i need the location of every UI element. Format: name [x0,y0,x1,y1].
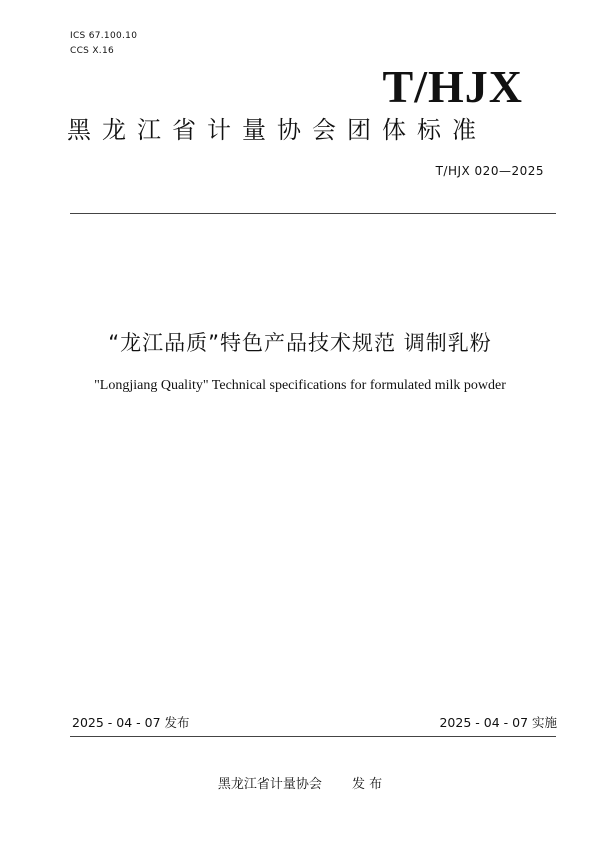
publisher-action: 发 布 [351,777,383,792]
ics-code: ICS 67.100.10 [70,31,138,41]
standard-number: T/HJX 020—2025 [435,164,544,178]
release-date: 2025 - 04 - 07 发布 [72,715,190,730]
implementation-date: 2025 - 04 - 07 实施 [439,715,557,730]
top-divider [70,213,556,214]
document-title-chinese: “龙江品质”特色产品技术规范 调制乳粉 [108,331,492,355]
publisher-name: 黑龙江省计量协会 [217,777,322,792]
bottom-divider [70,736,556,737]
publisher-line [0,776,600,794]
ccs-code: CCS X.16 [70,46,115,56]
document-title-english: "Longjiang Quality" Technical specifications for formulated milk powder [94,378,506,393]
standard-logo: T/HJX [382,61,523,112]
organization-title: 黑龙江省计量协会团体标准 [67,116,487,144]
